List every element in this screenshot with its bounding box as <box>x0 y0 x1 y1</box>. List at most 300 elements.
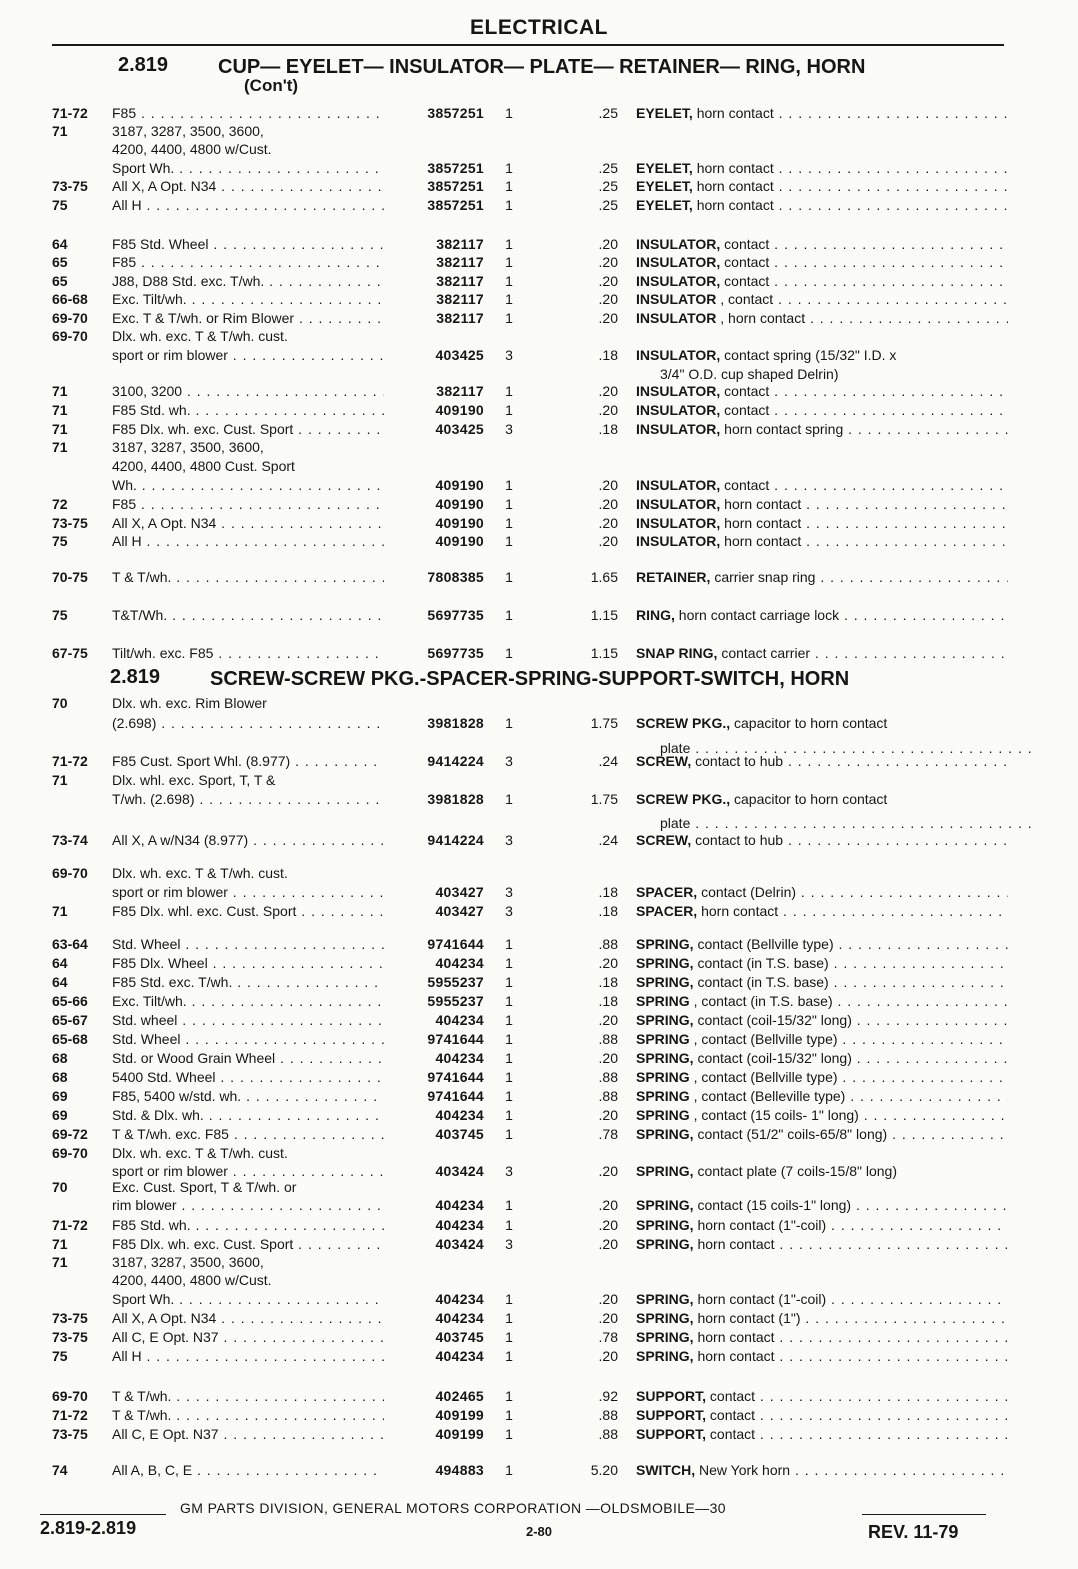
quantity: 1 <box>505 477 513 493</box>
price: .20 <box>598 273 618 289</box>
quantity: 1 <box>505 569 513 585</box>
part-description <box>636 902 1008 920</box>
price: .20 <box>598 1310 618 1326</box>
quantity: 1 <box>505 1088 513 1104</box>
part-number: 5955237 <box>427 993 484 1009</box>
price: .24 <box>598 753 618 769</box>
model-years: 73-75 <box>52 1426 88 1442</box>
part-description <box>636 714 1008 732</box>
model-years: 73-75 <box>52 1329 88 1345</box>
table-row <box>0 1178 1078 1196</box>
quantity: 1 <box>505 607 513 623</box>
price: .88 <box>598 1088 618 1104</box>
part-detail: contact to hub <box>695 832 784 848</box>
quantity: 1 <box>505 955 513 971</box>
table-row <box>0 290 1078 308</box>
part-description <box>636 606 1008 624</box>
table-row <box>0 752 1078 770</box>
part-detail: capacitor to horn contact <box>734 715 888 731</box>
quantity: 1 <box>505 310 513 326</box>
model-application: sport or rim blower . . . <box>112 346 384 364</box>
part-description <box>660 365 1032 383</box>
model-application: Exc. Tilt/wh. . . . <box>112 290 384 308</box>
model-application: All X, A Opt. N34 . . . <box>112 177 384 195</box>
table-row <box>0 1290 1078 1308</box>
quantity: 1 <box>505 291 513 307</box>
model-years: 68 <box>52 1069 68 1085</box>
table-row <box>0 1253 1078 1271</box>
table-row <box>0 790 1078 808</box>
part-detail: contact spring (15/32" I.D. x <box>724 347 897 363</box>
footer-revision: REV. 11-79 <box>868 1522 959 1542</box>
footer-section-code: 2.819-2.819 <box>40 1518 137 1538</box>
model-application: All H . . . <box>112 532 384 550</box>
model-application: F85 . . . <box>112 104 384 122</box>
price: .92 <box>598 1388 618 1404</box>
part-name: SPRING, <box>636 1217 694 1233</box>
price: .20 <box>598 496 618 512</box>
part-detail: horn contact <box>701 903 779 919</box>
quantity: 1 <box>505 1012 513 1028</box>
price: .88 <box>598 1031 618 1047</box>
part-name: EYELET, <box>636 160 693 176</box>
part-number: 5697735 <box>427 607 484 623</box>
price: 5.20 <box>590 1462 618 1478</box>
price: .20 <box>598 1012 618 1028</box>
part-name: SPRING <box>636 993 690 1009</box>
table-row <box>0 140 1078 158</box>
model-years: 71 <box>52 439 68 455</box>
part-detail: horn contact <box>696 105 774 121</box>
part-number: 9414224 <box>427 753 484 769</box>
part-description <box>636 954 1008 972</box>
part-detail-continued: plate <box>660 740 691 756</box>
part-name: INSULATOR, <box>636 347 721 363</box>
table-row <box>0 606 1078 624</box>
part-number: 404234 <box>435 1217 484 1233</box>
part-detail: contact <box>709 1426 756 1442</box>
quantity: 3 <box>505 884 513 900</box>
part-name: SPRING, <box>636 1050 694 1066</box>
price: .18 <box>598 993 618 1009</box>
part-detail: contact <box>724 273 770 289</box>
part-number: 404234 <box>435 1291 484 1307</box>
part-detail: , contact (Belleville type) <box>693 1088 846 1104</box>
part-description <box>636 644 1008 662</box>
section-subtitle: (Con't) <box>244 76 299 95</box>
part-description <box>636 568 1008 586</box>
price: 1.65 <box>590 569 618 585</box>
quantity: 3 <box>505 1163 513 1179</box>
part-name: SPRING, <box>636 1329 694 1345</box>
price: 1.15 <box>590 645 618 661</box>
table-row <box>0 1087 1078 1105</box>
part-description <box>636 973 1008 991</box>
part-number: 382117 <box>436 310 484 326</box>
model-application: F85 Dlx. wh. exc. Cust. Sport . . . <box>112 420 384 438</box>
model-application: (2.698) . . . <box>112 714 384 732</box>
part-description <box>636 514 1008 532</box>
part-number: 404234 <box>435 1012 484 1028</box>
part-number: 409190 <box>435 477 484 493</box>
model-years: 71 <box>52 123 68 139</box>
table-row <box>0 1461 1078 1479</box>
model-application: Sport Wh. . . . <box>112 1290 384 1308</box>
model-application: Dlx. wh. exc. T & T/wh. cust. <box>112 328 288 344</box>
quantity: 1 <box>505 160 513 176</box>
part-number: 7808385 <box>427 569 484 585</box>
section-number: 2.819 <box>118 54 169 76</box>
part-description <box>636 532 1008 550</box>
part-description <box>636 272 1008 290</box>
part-number: 382117 <box>436 291 484 307</box>
price: .20 <box>598 1163 618 1179</box>
model-application: Tilt/wh. exc. F85 . . . <box>112 644 384 662</box>
part-description <box>636 1068 1008 1086</box>
model-application: T & T/wh. exc. F85 . . . <box>112 1125 384 1143</box>
part-detail: horn contact <box>724 515 802 531</box>
part-name: INSULATOR, <box>636 402 721 418</box>
part-description <box>636 883 1008 901</box>
table-row <box>0 1347 1078 1365</box>
part-name: SCREW, <box>636 832 692 848</box>
part-description <box>636 752 1008 770</box>
part-name: SCREW, <box>636 753 692 769</box>
part-detail: horn contact <box>724 533 802 549</box>
model-years: 71 <box>52 1254 68 1270</box>
model-application: Dlx. wh. exc. T & T/wh. cust. <box>112 1145 288 1161</box>
part-description <box>636 1347 1008 1365</box>
part-name: SPRING, <box>636 1236 694 1252</box>
model-application: F85 Dlx. wh. exc. Cust. Sport . . . <box>112 1235 384 1253</box>
price: .20 <box>598 1197 618 1213</box>
quantity: 1 <box>505 1069 513 1085</box>
quantity: 3 <box>505 903 513 919</box>
model-application: Exc. T & T/wh. or Rim Blower . . . <box>112 309 384 327</box>
quantity: 1 <box>505 1217 513 1233</box>
quantity: 1 <box>505 533 513 549</box>
quantity: 1 <box>505 178 513 194</box>
part-name: SPRING, <box>636 936 694 952</box>
part-name: SPRING, <box>636 1126 694 1142</box>
part-number: 382117 <box>436 236 484 252</box>
model-years: 73-75 <box>52 515 88 531</box>
model-application: T/wh. (2.698) . . . <box>112 790 384 808</box>
part-detail: contact <box>724 383 770 399</box>
part-number: 404234 <box>435 1197 484 1213</box>
model-years: 64 <box>52 236 68 252</box>
quantity: 1 <box>505 1407 513 1423</box>
part-name: SPACER, <box>636 903 698 919</box>
part-description <box>636 1011 1008 1029</box>
part-detail: contact <box>709 1407 756 1423</box>
quantity: 3 <box>505 753 513 769</box>
model-years: 70 <box>52 695 68 711</box>
table-row <box>0 1030 1078 1048</box>
part-name: EYELET, <box>636 178 693 194</box>
part-description <box>636 992 1008 1010</box>
part-detail: horn contact (1"-coil) <box>697 1217 827 1233</box>
table-row <box>0 973 1078 991</box>
part-description <box>636 290 1008 308</box>
model-application: Exc. Cust. Sport, T & T/wh. or <box>112 1179 297 1195</box>
part-name: INSULATOR <box>636 310 717 326</box>
part-description <box>636 382 1008 400</box>
model-application: 4200, 4400, 4800 w/Cust. <box>112 1272 272 1288</box>
quantity: 1 <box>505 936 513 952</box>
part-description <box>636 1049 1008 1067</box>
part-description <box>636 1196 1008 1214</box>
part-description <box>636 935 1008 953</box>
part-number: 403745 <box>435 1126 484 1142</box>
quantity: 1 <box>505 1107 513 1123</box>
quantity: 1 <box>505 1031 513 1047</box>
part-description <box>636 1309 1008 1327</box>
model-application: F85 Std. Wheel . . . <box>112 235 384 253</box>
part-name: SWITCH, <box>636 1462 696 1478</box>
part-description <box>636 1290 1008 1308</box>
price: .78 <box>598 1126 618 1142</box>
price: .20 <box>598 1348 618 1364</box>
table-row <box>0 1216 1078 1234</box>
table-row <box>0 864 1078 882</box>
price: .18 <box>598 974 618 990</box>
table-row <box>0 104 1078 122</box>
part-detail: contact <box>724 402 770 418</box>
quantity: 1 <box>505 1310 513 1326</box>
price: .88 <box>598 1069 618 1085</box>
table-row <box>0 814 1078 832</box>
model-application: T & T/wh. . . . <box>112 1406 384 1424</box>
price: .88 <box>598 936 618 952</box>
quantity: 1 <box>505 993 513 1009</box>
table-row <box>0 568 1078 586</box>
price: .20 <box>598 254 618 270</box>
part-name: SPRING, <box>636 955 694 971</box>
part-detail: horn contact (1"-coil) <box>697 1291 827 1307</box>
model-application: Std. Wheel . . . <box>112 1030 384 1048</box>
part-detail: contact (Delrin) <box>701 884 797 900</box>
part-name: SPRING <box>636 1088 690 1104</box>
quantity: 1 <box>505 1197 513 1213</box>
model-years: 73-74 <box>52 832 88 848</box>
table-row <box>0 644 1078 662</box>
table-row <box>0 122 1078 140</box>
model-application: Std. & Dlx. wh. . . . <box>112 1106 384 1124</box>
part-description <box>636 309 1008 327</box>
page-header-title: ELECTRICAL <box>470 16 608 39</box>
part-number: 494883 <box>435 1462 484 1478</box>
model-application: F85 . . . <box>112 253 384 271</box>
price: .18 <box>598 347 618 363</box>
part-number: 3857251 <box>427 160 484 176</box>
model-application: 3187, 3287, 3500, 3600, <box>112 1254 264 1270</box>
table-row <box>0 235 1078 253</box>
quantity: 1 <box>505 974 513 990</box>
part-name: INSULATOR, <box>636 273 721 289</box>
part-number: 409190 <box>435 533 484 549</box>
part-name: RING, <box>636 607 675 623</box>
part-number: 409199 <box>435 1426 484 1442</box>
model-years: 71 <box>52 903 68 919</box>
part-name: INSULATOR, <box>636 421 721 437</box>
part-name: INSULATOR, <box>636 254 721 270</box>
model-application: Std. or Wood Grain Wheel . . . <box>112 1049 384 1067</box>
footer-publisher: GM PARTS DIVISION, GENERAL MOTORS CORPORATION —OLDSMOBILE—30 <box>180 1500 726 1516</box>
model-application: 4200, 4400, 4800 Cust. Sport <box>112 458 295 474</box>
part-name: INSULATOR, <box>636 383 721 399</box>
model-years: 67-75 <box>52 645 88 661</box>
part-detail: contact to hub <box>695 753 784 769</box>
price: .20 <box>598 310 618 326</box>
part-number: 403427 <box>435 884 484 900</box>
model-years: 65-67 <box>52 1012 88 1028</box>
price: .20 <box>598 477 618 493</box>
price: .20 <box>598 402 618 418</box>
model-application: All X, A w/N34 (8.977) . . . <box>112 831 384 849</box>
part-number: 403425 <box>435 421 484 437</box>
table-row <box>0 1271 1078 1289</box>
model-application: Dlx. wh. exc. T & T/wh. cust. <box>112 865 288 881</box>
part-detail: horn contact <box>697 1348 775 1364</box>
price: .25 <box>598 178 618 194</box>
part-number: 3981828 <box>427 715 484 731</box>
table-row <box>0 992 1078 1010</box>
part-description <box>636 235 1008 253</box>
model-years: 69-70 <box>52 310 88 326</box>
quantity: 1 <box>505 1329 513 1345</box>
table-row <box>0 1049 1078 1067</box>
part-name: SUPPORT, <box>636 1388 707 1404</box>
part-number: 5697735 <box>427 645 484 661</box>
table-row <box>0 457 1078 475</box>
model-years: 65 <box>52 273 68 289</box>
part-detail: , contact (in T.S. base) <box>693 993 833 1009</box>
part-name: SPRING, <box>636 1163 694 1179</box>
part-detail: horn contact <box>696 178 774 194</box>
table-row <box>0 1309 1078 1327</box>
model-years: 65-68 <box>52 1031 88 1047</box>
model-application: Std. Wheel . . . <box>112 935 384 953</box>
footer-page-number: 2-80 <box>525 1524 553 1539</box>
table-row <box>0 514 1078 532</box>
part-name: SPRING <box>636 1107 690 1123</box>
table-row <box>0 177 1078 195</box>
quantity: 1 <box>505 715 513 731</box>
part-detail: horn contact <box>724 496 802 512</box>
model-application: T&T/Wh. . . . <box>112 606 384 624</box>
price: .18 <box>598 903 618 919</box>
part-number: 404234 <box>435 1107 484 1123</box>
part-name: SUPPORT, <box>636 1426 707 1442</box>
part-description <box>636 401 1008 419</box>
price: .25 <box>598 197 618 213</box>
price: .20 <box>598 1236 618 1252</box>
model-application: Std. wheel . . . <box>112 1011 384 1029</box>
part-description <box>636 790 1008 808</box>
part-detail: New York horn <box>699 1462 791 1478</box>
model-application: F85, 5400 w/std. wh. . . . <box>112 1087 384 1105</box>
model-years: 70-75 <box>52 569 88 585</box>
model-years: 75 <box>52 533 68 549</box>
model-application: F85 Dlx. whl. exc. Cust. Sport . . . <box>112 902 384 920</box>
model-years: 74 <box>52 1462 68 1478</box>
part-number: 409190 <box>435 515 484 531</box>
part-name: SPACER, <box>636 884 698 900</box>
part-number: 5955237 <box>427 974 484 990</box>
model-years: 71 <box>52 421 68 437</box>
part-name: INSULATOR, <box>636 236 721 252</box>
model-application: All X, A Opt. N34 . . . <box>112 1309 384 1327</box>
price: .20 <box>598 291 618 307</box>
price: .20 <box>598 1291 618 1307</box>
part-detail: carrier snap ring <box>714 569 816 585</box>
model-years: 72 <box>52 496 68 512</box>
price: .18 <box>598 421 618 437</box>
part-number: 404234 <box>435 1310 484 1326</box>
part-name: EYELET, <box>636 105 693 121</box>
part-detail-continued: plate <box>660 815 691 831</box>
model-application: rim blower . . . <box>112 1196 384 1214</box>
part-name: INSULATOR, <box>636 477 721 493</box>
part-description <box>660 814 1032 832</box>
part-description <box>636 1461 1008 1479</box>
model-years: 69 <box>52 1088 68 1104</box>
model-years: 64 <box>52 974 68 990</box>
table-row <box>0 420 1078 438</box>
part-name: SPRING, <box>636 1310 694 1326</box>
table-row <box>0 253 1078 271</box>
price: .88 <box>598 1407 618 1423</box>
model-application: 3187, 3287, 3500, 3600, <box>112 123 264 139</box>
part-number: 3857251 <box>427 197 484 213</box>
quantity: 1 <box>505 1291 513 1307</box>
quantity: 1 <box>505 105 513 121</box>
quantity: 3 <box>505 832 513 848</box>
part-detail: contact (coil-15/32" long) <box>697 1050 852 1066</box>
part-description <box>636 1328 1008 1346</box>
price: 1.75 <box>590 791 618 807</box>
part-detail: , contact <box>720 291 774 307</box>
table-row <box>0 1068 1078 1086</box>
model-application: All H . . . <box>112 1347 384 1365</box>
model-years: 66-68 <box>52 291 88 307</box>
table-row <box>0 771 1078 789</box>
part-detail: contact plate (7 coils-15/8" long) <box>697 1163 897 1179</box>
model-years: 69 <box>52 1107 68 1123</box>
quantity: 1 <box>505 1348 513 1364</box>
part-detail: , contact (15 coils- 1" long) <box>693 1107 859 1123</box>
part-detail: , contact (Bellville type) <box>693 1069 838 1085</box>
part-number: 403424 <box>435 1236 484 1252</box>
part-number: 3857251 <box>427 178 484 194</box>
table-row <box>0 831 1078 849</box>
footer-rule-left <box>40 1514 166 1515</box>
part-name: SPRING, <box>636 974 694 990</box>
model-years: 65-66 <box>52 993 88 1009</box>
part-name: EYELET, <box>636 197 693 213</box>
footer-rule-right <box>862 1514 986 1515</box>
price: .18 <box>598 884 618 900</box>
model-years: 69-70 <box>52 328 88 344</box>
quantity: 1 <box>505 197 513 213</box>
part-name: SPRING <box>636 1069 690 1085</box>
price: .25 <box>598 160 618 176</box>
part-detail: capacitor to horn contact <box>734 791 888 807</box>
part-number: 382117 <box>436 383 484 399</box>
model-years: 75 <box>52 197 68 213</box>
part-name: INSULATOR <box>636 291 717 307</box>
